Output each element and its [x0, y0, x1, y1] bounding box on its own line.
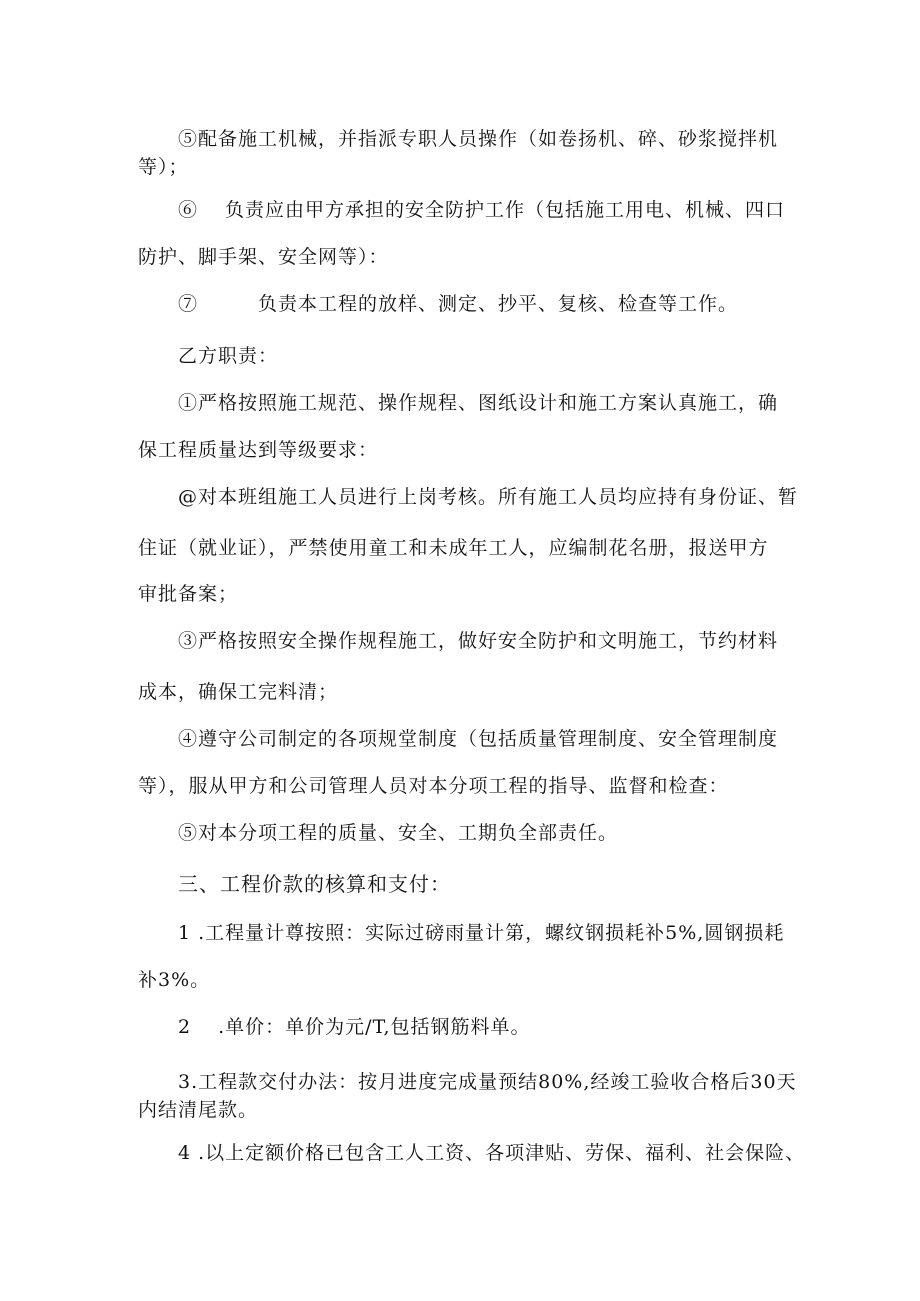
party-b-item4-line1: ④遵守公司制定的各项规堂制度（包括质量管理制度、安全管理制度: [178, 728, 779, 750]
party-b-title: 乙方职责：: [178, 345, 279, 367]
party-b-item3-line2: 成本，确保工完料清；: [138, 681, 339, 703]
party-b-item3-line1: ③严格按照安全操作规程施工，做好安全防护和文明施工，节约材料: [178, 630, 779, 652]
section3-item3-line1: 3.工程款交付办法：按月进度完成量预结80%,经竣工验收合格后30天: [178, 1071, 797, 1093]
party-a-item5-line2: 等）；: [138, 156, 189, 178]
section3-item4: 4 .以上定额价格已包含工人工资、各项津贴、劳保、福利、社会保险、: [178, 1142, 806, 1164]
party-b-item2-line2: 住证（就业证），严禁使用童工和未成年工人，应编制花名册，报送甲方: [138, 537, 769, 559]
party-b-item2-line1: @对本班组施工人员进行上岗考核。所有施工人员均应持有身份证、暂: [178, 486, 799, 508]
party-b-item4-line2: 等），服从甲方和公司管理人员对本分项工程的指导、监督和检查：: [138, 775, 729, 797]
party-b-item2-line3: 审批备案；: [138, 583, 239, 605]
party-b-item5: ⑤对本分项工程的质量、安全、工期负全部责任。: [178, 822, 619, 844]
party-a-item5-line1: ⑤配备施工机械，并指派专职人员操作（如卷扬机、碎、砂浆搅拌机: [178, 128, 779, 150]
section3-item1-line2: 补3%。: [138, 969, 211, 991]
section3-item2: 2 .单价：单价为元/T,包括钢筋料单。: [178, 1016, 531, 1038]
party-a-item6-line1: ⑥ 负责应由甲方承担的安全防护工作（包括施工用电、机械、四口: [178, 199, 786, 221]
party-a-item6-line2: 防护、脚手架、安全网等）：: [138, 246, 389, 268]
section3-item3-line2: 内结清尾款。: [138, 1099, 259, 1121]
section3-item1-line1: 1 .工程量计尊按照：实际过磅雨量计第，螺纹钢损耗补5%,圆钢损耗: [178, 922, 785, 944]
party-b-item1-line1: ①严格按照施工规范、操作规程、图纸设计和施工方案认真施工，确: [178, 392, 779, 414]
section3-heading: 三、工程价款的核算和支付：: [178, 872, 451, 896]
party-a-item7: ⑦ 负责本工程的放样、测定、抄平、复核、检查等工作。: [178, 293, 739, 315]
party-b-item1-line2: 保工程质量达到等级要求：: [138, 439, 379, 461]
